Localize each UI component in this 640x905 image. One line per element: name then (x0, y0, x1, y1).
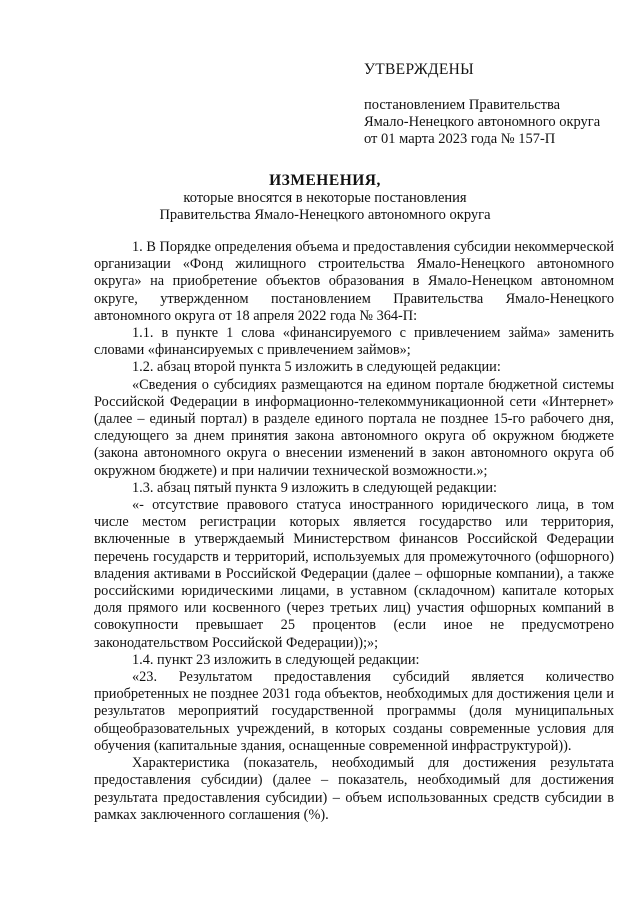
paragraph-characteristic: Характеристика (показатель, необходимый для достижения результата предоставления субсидии) (далее – показатель, необходимый для достижения результата предоставления субсидии) – объем использованных средств субсидии в рамках заключенного соглашения (%). (94, 755, 614, 823)
approval-line: от 01 марта 2023 года № 157-П (364, 131, 556, 147)
document-subtitle (90, 190, 560, 224)
paragraph-1-2: 1.2. абзац второй пункта 5 изложить в следующей редакции: (132, 359, 501, 376)
approval-block (364, 60, 634, 148)
subtitle-line: Правительства Ямало-Ненецкого автономного округа (159, 207, 491, 223)
paragraph-1-1: 1.1. в пункте 1 слова «финансируемого с привлечением займа» заменить словами «финансируемых с привлечением займов»; (94, 325, 614, 359)
document-title: ИЗМЕНЕНИЯ, (269, 172, 381, 189)
quote-paragraph: «- отсутствие правового статуса иностранного юридического лица, в том числе местом регистрации которых является государство или территория, включенные в утверждаемый Министерством финансов Российской Федерации перечень государств и территорий, используемых для промежуточного (офшорного) владения активами в Российской Федерации (далее – офшорные компании), а также российскими юридическими лицами, в уставном (складочном) капитале которых доля прямого или косвенного (через третьих лиц) участия офшорных компаний в совокупности превышает 25 процентов (если иное не предусмотрено законодательством Российской Федерации));»; (94, 497, 614, 651)
document-body (94, 239, 614, 824)
quote-paragraph: «Сведения о субсидиях размещаются на едином портале бюджетной системы Российской Федерации в информационно-телекоммуникационной сети «Интернет» (далее – единый портал) в разделе единого портала не позднее 15-го рабочего дня, следующего за днем принятия закона автономного округа об окружном бюджете (закона автономного округа о внесении изменений в закон автономного округа об окружном бюджете) и при наличии технической возможности.»; (94, 376, 614, 479)
approval-line: Ямало-Ненецкого автономного округа (364, 114, 601, 130)
paragraph-1-3: 1.3. абзац пятый пункта 9 изложить в следующей редакции: (132, 479, 497, 496)
subtitle-line: которые вносятся в некоторые постановления (183, 190, 467, 206)
paragraph-1: 1. В Порядке определения объема и предоставления субсидии некоммерческой организации «Фонд жилищного строительства Ямало-Ненецкого автономного округа» на приобретение объектов образования в Ямало-Ненецком автономном округе, утвержденном постановлением Правительства Ямало-Ненецкого автономного округа от 18 апреля 2022 года № 364-П: (94, 239, 614, 324)
approval-heading: УТВЕРЖДЕНЫ (364, 61, 474, 78)
quote-paragraph: «23. Результатом предоставления субсидий является количество приобретенных не позднее 2031 года объектов, необходимых для достижения цели и результатов мероприятий государственной программы (доля муниципальных общеобразовательных учреждений, в которых созданы современные условия для обучения (капитальные здания, оснащенные современной инфраструктурой)). (94, 669, 614, 754)
paragraph-1-4: 1.4. пункт 23 изложить в следующей редакции: (132, 651, 420, 668)
approval-line: постановлением Правительства (364, 97, 561, 113)
